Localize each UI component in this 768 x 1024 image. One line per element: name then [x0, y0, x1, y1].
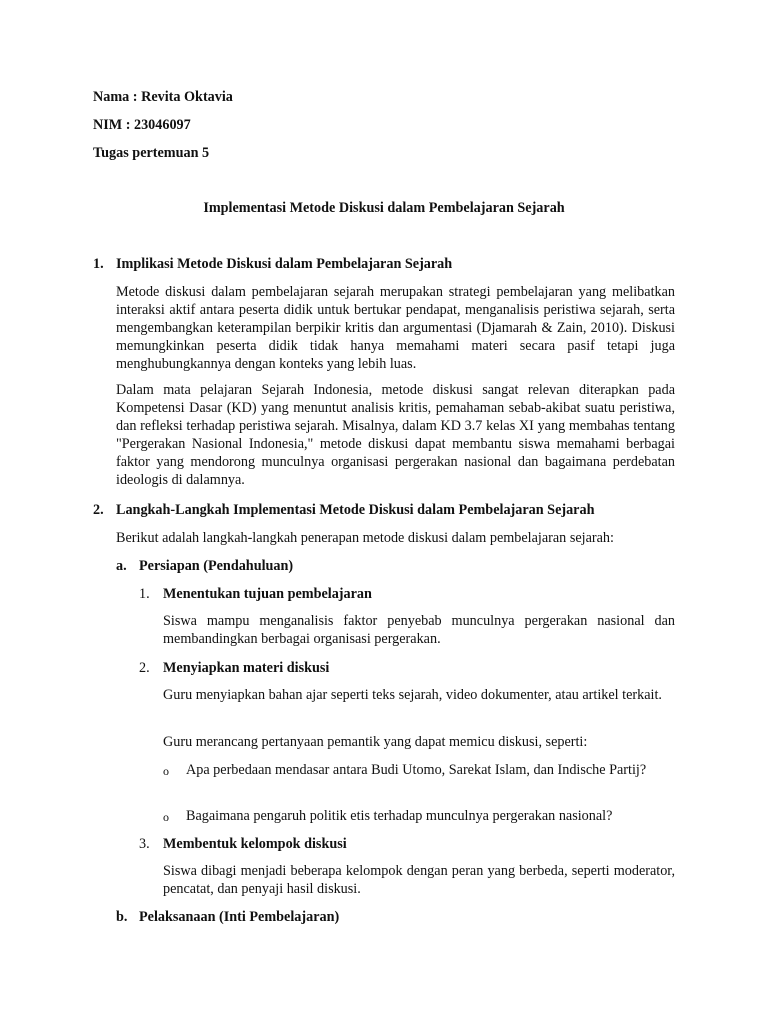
bullet-1-text: Apa perbedaan mendasar antara Budi Utomo, Sarekat Islam, dan Indische Partij? — [186, 762, 647, 778]
section-1-paragraph-1: Metode diskusi dalam pembelajaran sejarah merupakan strategi pembelajaran yang melibatkan interaksi aktif antara peserta didik untuk bertukar pendapat, menganalisis peristiwa sejarah, serta mengembangkan keterampilan berpikir kritis dan argumentasi (Djamarah & Zain, 2010). Diskusi memungkinkan peserta didik tidak hanya memahami materi secara pasif tetapi juga menghubungkannya dengan konteks yang lebih luas. — [116, 284, 675, 372]
section-1-paragraph-2: Dalam mata pelajaran Sejarah Indonesia, metode diskusi sangat relevan diterapkan pada Kompetensi Dasar (KD) yang menuntut analisis kritis, pemahaman sebab-akibat suatu peristiwa, dan refleksi terhadap peristiwa sejarah. Misalnya, dalam KD 3.7 kelas XI yang membahas tentang "Pergerakan Nasional Indonesia," metode diskusi dapat membantu siswa memahami berbagai faktor yang mendorong munculnya organisasi pergerakan nasional dan bagaimana perdebatan ideologis di dalamnya. — [116, 382, 675, 488]
section-1-heading: Implikasi Metode Diskusi dalam Pembelajaran Sejarah — [116, 256, 453, 272]
step-1-heading: Menentukan tujuan pembelajaran — [163, 586, 372, 602]
subsection-b-marker: b. — [116, 909, 128, 925]
bullet-2-marker: o — [163, 810, 169, 824]
step-1-text: Siswa mampu menganalisis faktor penyebab munculnya pergerakan nasional dan membandingkan berbagai organisasi pergerakan. — [163, 613, 675, 647]
section-2-number: 2. — [93, 502, 104, 518]
assignment-label: Tugas pertemuan 5 — [93, 145, 210, 161]
step-2-number: 2. — [139, 660, 150, 676]
section-1-number: 1. — [93, 256, 104, 272]
step-3-heading: Membentuk kelompok diskusi — [163, 836, 347, 852]
bullet-2-text: Bagaimana pengaruh politik etis terhadap munculnya pergerakan nasional? — [186, 808, 613, 824]
document-title: Implementasi Metode Diskusi dalam Pembelajaran Sejarah — [203, 200, 565, 216]
student-nim: NIM : 23046097 — [93, 117, 191, 133]
step-2-heading: Menyiapkan materi diskusi — [163, 660, 330, 676]
bullet-1-marker: o — [163, 764, 169, 778]
subsection-b-heading: Pelaksanaan (Inti Pembelajaran) — [139, 909, 340, 925]
step-2-text: Guru menyiapkan bahan ajar seperti teks sejarah, video dokumenter, atau artikel terkait. — [163, 687, 662, 703]
section-2-intro: Berikut adalah langkah-langkah penerapan metode diskusi dalam pembelajaran sejarah: — [116, 530, 614, 546]
step-2-text-2: Guru merancang pertanyaan pemantik yang dapat memicu diskusi, seperti: — [163, 734, 588, 750]
subsection-a-heading: Persiapan (Pendahuluan) — [139, 558, 294, 574]
section-2-heading: Langkah-Langkah Implementasi Metode Diskusi dalam Pembelajaran Sejarah — [116, 502, 595, 518]
step-3-number: 3. — [139, 836, 150, 852]
step-1-number: 1. — [139, 586, 150, 602]
step-3-text: Siswa dibagi menjadi beberapa kelompok dengan peran yang berbeda, seperti moderator, pencatat, dan penyaji hasil diskusi. — [163, 863, 675, 897]
student-name: Nama : Revita Oktavia — [93, 89, 233, 105]
subsection-a-marker: a. — [116, 558, 127, 574]
